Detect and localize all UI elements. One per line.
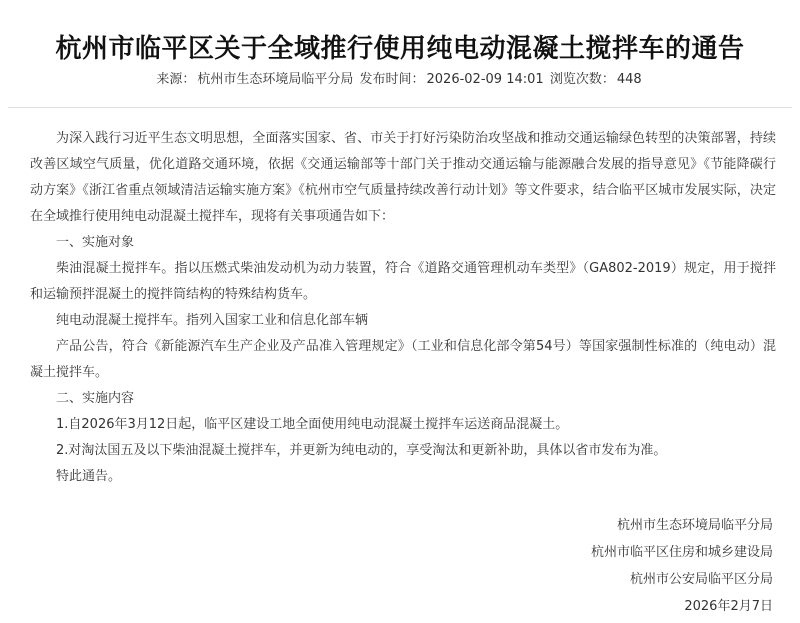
paragraph-product-announcement: 产品公告，符合《新能源汽车生产企业及产品准入管理规定》（工业和信息化部令第54号）等国家强制性标准的（纯电动）混凝土搅拌车。 xyxy=(30,339,776,380)
signature-ecology-bureau: 杭州市生态环境局临平分局 xyxy=(616,518,773,533)
signature-housing-bureau: 杭州市临平区住房和城乡建设局 xyxy=(590,545,773,560)
article-title: 杭州市临平区关于全域推行使用纯电动混凝土搅拌车的通告 xyxy=(55,34,745,65)
section-heading-1: 一、实施对象 xyxy=(56,235,135,250)
paragraph-item-2: 2.对淘汰国五及以下柴油混凝土搅拌车，并更新为纯电动的，享受淘汰和更新补助，具体以省市发布为准。 xyxy=(56,443,667,458)
header-divider xyxy=(8,107,792,108)
paragraph-item-1: 1.自2026年3月12日起，临平区建设工地全面使用纯电动混凝土搅拌车运送商品混凝土。 xyxy=(56,417,569,432)
article-meta xyxy=(0,70,800,90)
paragraph-electric-definition: 纯电动混凝土搅拌车。指列入国家工业和信息化部车辆 xyxy=(56,313,369,328)
paragraph-diesel-definition: 柴油混凝土搅拌车。指以压燃式柴油发动机为动力装置，符合《道路交通管理机动车类型》（GA802-2019）规定，用于搅拌和运输预拌混凝土的搅拌筒结构的特殊结构货车。 xyxy=(30,261,776,302)
section-heading-2: 二、实施内容 xyxy=(56,391,135,406)
paragraph-intro: 为深入践行习近平生态文明思想，全面落实国家、省、市关于打好污染防治攻坚战和推动交通运输绿色转型的决策部署，持续改善区域空气质量，优化道路交通环境，依据《交通运输部等十部门关于推动交通运输与能源融合发展的指导意见》《节能降碳行动方案》《浙江省重点领域清洁运输实施方案》《杭州市空气质量持续改善行动计划》等文件要求，结合临平区城市发展实际，决定在全域推行使用纯电动混凝土搅拌车，现将有关事项通告如下： xyxy=(30,131,776,224)
signature-police-bureau: 杭州市公安局临平区分局 xyxy=(629,572,773,587)
view-count: 448 xyxy=(616,72,642,87)
article-body xyxy=(30,126,776,490)
publish-time: 2026-02-09 14:01 xyxy=(426,72,544,87)
paragraph-closing: 特此通告。 xyxy=(56,469,122,484)
signature-block xyxy=(373,512,773,620)
source-label: 来源： xyxy=(156,72,196,87)
publish-label: 发布时间： xyxy=(359,72,425,87)
signature-date: 2026年2月7日 xyxy=(684,599,773,614)
source-value: 杭州市生态环境局临平分局 xyxy=(197,72,354,87)
views-label: 浏览次数： xyxy=(549,72,615,87)
